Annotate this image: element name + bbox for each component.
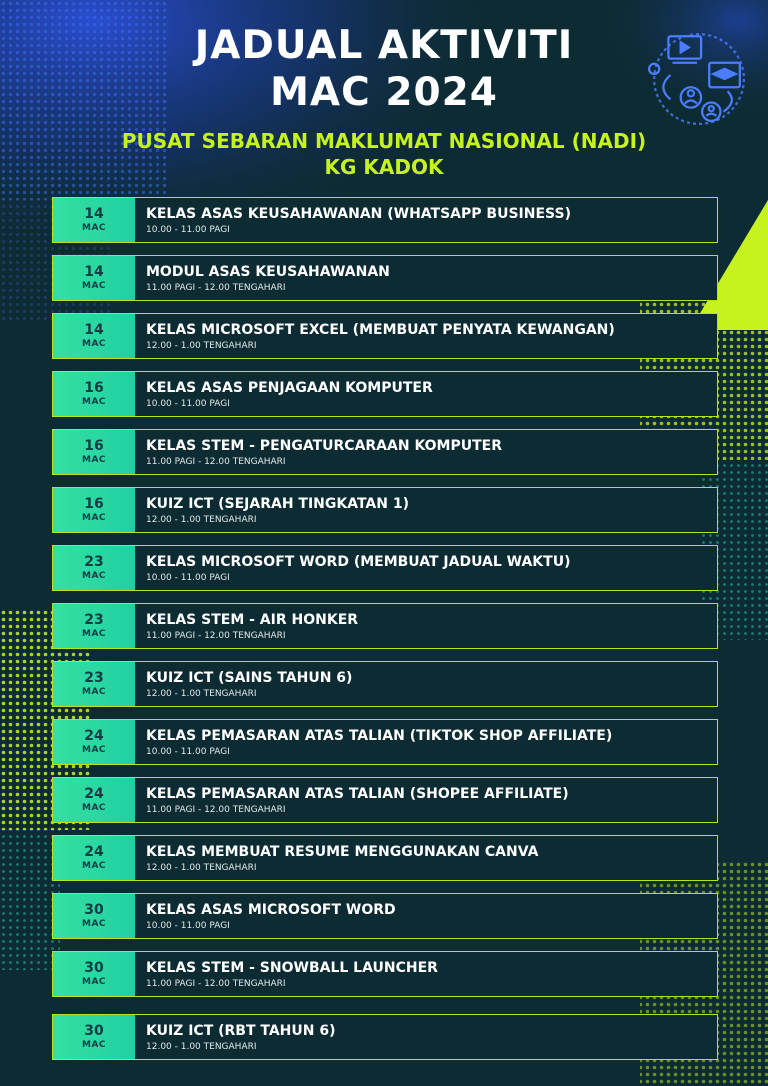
date-day: 14 <box>84 322 104 338</box>
date-day: 14 <box>84 264 104 280</box>
date-day: 30 <box>84 1023 104 1039</box>
activity-title: KELAS PEMASARAN ATAS TALIAN (TIKTOK SHOP AFFILIATE) <box>146 727 613 744</box>
activity-time: 12.00 - 1.00 TENGAHARI <box>146 1041 257 1052</box>
activity-row <box>52 429 718 475</box>
activity-info <box>135 256 390 300</box>
activity-row <box>52 777 718 823</box>
date-badge <box>53 1015 135 1059</box>
activity-title: KELAS MICROSOFT EXCEL (MEMBUAT PENYATA KEWANGAN) <box>146 321 615 338</box>
date-month: MAC <box>81 513 107 523</box>
date-badge <box>53 836 135 880</box>
date-day: 16 <box>84 438 104 454</box>
activity-time: 10.00 - 11.00 PAGI <box>146 920 230 931</box>
activity-info <box>135 720 612 764</box>
activity-title: MODUL ASAS KEUSAHAWANAN <box>146 263 390 280</box>
title-line-2: MAC 2024 <box>270 70 498 115</box>
date-badge <box>53 778 135 822</box>
activity-row <box>52 719 718 765</box>
date-month: MAC <box>81 397 107 407</box>
activity-info <box>135 894 396 938</box>
activity-title: KELAS ASAS PENJAGAAN KOMPUTER <box>146 379 433 396</box>
activity-time: 11.00 PAGI - 12.00 TENGAHARI <box>146 978 286 989</box>
title-line-1: JADUAL AKTIVITI <box>194 23 574 68</box>
activity-info <box>135 430 502 474</box>
activity-time: 11.00 PAGI - 12.00 TENGAHARI <box>146 630 286 641</box>
activity-row <box>52 197 718 243</box>
activity-title: KELAS PEMASARAN ATAS TALIAN (SHOPEE AFFILIATE) <box>146 785 569 802</box>
activity-time: 11.00 PAGI - 12.00 TENGAHARI <box>146 804 286 815</box>
activity-info <box>135 1015 336 1059</box>
date-badge <box>53 488 135 532</box>
activity-time: 11.00 PAGI - 12.00 TENGAHARI <box>146 456 286 467</box>
activity-time: 10.00 - 11.00 PAGI <box>146 572 230 583</box>
activity-time: 10.00 - 11.00 PAGI <box>146 224 230 235</box>
activity-title: KELAS MICROSOFT WORD (MEMBUAT JADUAL WAKTU) <box>146 553 571 570</box>
activity-title: KELAS ASAS MICROSOFT WORD <box>146 901 396 918</box>
activity-row <box>52 835 718 881</box>
date-badge <box>53 546 135 590</box>
date-badge <box>53 314 135 358</box>
activity-row <box>52 255 718 301</box>
date-day: 24 <box>84 786 104 802</box>
activity-info <box>135 198 571 242</box>
date-badge <box>53 720 135 764</box>
date-month: MAC <box>81 223 107 233</box>
date-badge <box>53 256 135 300</box>
activity-title: KUIZ ICT (SAINS TAHUN 6) <box>146 669 353 686</box>
date-month: MAC <box>81 571 107 581</box>
activity-title: KELAS STEM - PENGATURCARAAN KOMPUTER <box>146 437 503 454</box>
date-day: 30 <box>84 960 104 976</box>
activity-info <box>135 952 438 996</box>
activity-info <box>135 546 570 590</box>
activity-row <box>52 603 718 649</box>
date-month: MAC <box>81 339 107 349</box>
activity-title: KELAS STEM - AIR HONKER <box>146 611 359 628</box>
activity-title: KELAS ASAS KEUSAHAWANAN (WHATSAPP BUSINESS) <box>146 205 571 222</box>
date-month: MAC <box>81 861 107 871</box>
activity-info <box>135 778 569 822</box>
date-day: 30 <box>84 902 104 918</box>
activity-info <box>135 662 352 706</box>
date-day: 24 <box>84 844 104 860</box>
activity-time: 11.00 PAGI - 12.00 TENGAHARI <box>146 282 286 293</box>
date-day: 14 <box>84 206 104 222</box>
activity-time: 12.00 - 1.00 TENGAHARI <box>146 514 257 525</box>
activity-time: 12.00 - 1.00 TENGAHARI <box>146 340 257 351</box>
activity-row <box>52 487 718 533</box>
date-day: 16 <box>84 496 104 512</box>
date-month: MAC <box>81 687 107 697</box>
activity-row <box>52 1014 718 1060</box>
activity-row <box>52 893 718 939</box>
activity-time: 10.00 - 11.00 PAGI <box>146 398 230 409</box>
date-month: MAC <box>81 977 107 987</box>
date-month: MAC <box>81 745 107 755</box>
subtitle-line-1: PUSAT SEBARAN MAKLUMAT NASIONAL (NADI) <box>121 129 647 153</box>
date-month: MAC <box>81 629 107 639</box>
education-network-icon <box>646 26 748 128</box>
activity-info <box>135 314 615 358</box>
activity-title: KUIZ ICT (SEJARAH TINGKATAN 1) <box>146 495 409 512</box>
activity-title: KELAS MEMBUAT RESUME MENGGUNAKAN CANVA <box>146 843 539 860</box>
page-subtitle <box>0 128 768 180</box>
activity-info <box>135 604 358 648</box>
date-badge <box>53 662 135 706</box>
date-month: MAC <box>81 455 107 465</box>
date-badge <box>53 952 135 996</box>
date-month: MAC <box>81 803 107 813</box>
activity-row <box>52 661 718 707</box>
date-badge <box>53 372 135 416</box>
date-day: 23 <box>84 670 104 686</box>
activity-title: KUIZ ICT (RBT TAHUN 6) <box>146 1022 336 1039</box>
date-day: 24 <box>84 728 104 744</box>
activity-info <box>135 372 433 416</box>
activity-row <box>52 371 718 417</box>
date-month: MAC <box>81 1040 107 1050</box>
activity-time: 12.00 - 1.00 TENGAHARI <box>146 862 257 873</box>
activity-info <box>135 836 538 880</box>
subtitle-line-2: KG KADOK <box>324 155 444 179</box>
date-day: 23 <box>84 554 104 570</box>
date-badge <box>53 894 135 938</box>
date-month: MAC <box>81 919 107 929</box>
activity-time: 12.00 - 1.00 TENGAHARI <box>146 688 257 699</box>
activity-time: 10.00 - 11.00 PAGI <box>146 746 230 757</box>
activity-info <box>135 488 409 532</box>
activity-row <box>52 313 718 359</box>
activity-row <box>52 951 718 997</box>
date-month: MAC <box>81 281 107 291</box>
date-badge <box>53 430 135 474</box>
date-badge <box>53 198 135 242</box>
date-badge <box>53 604 135 648</box>
date-day: 23 <box>84 612 104 628</box>
activity-title: KELAS STEM - SNOWBALL LAUNCHER <box>146 959 438 976</box>
date-day: 16 <box>84 380 104 396</box>
activity-row <box>52 545 718 591</box>
